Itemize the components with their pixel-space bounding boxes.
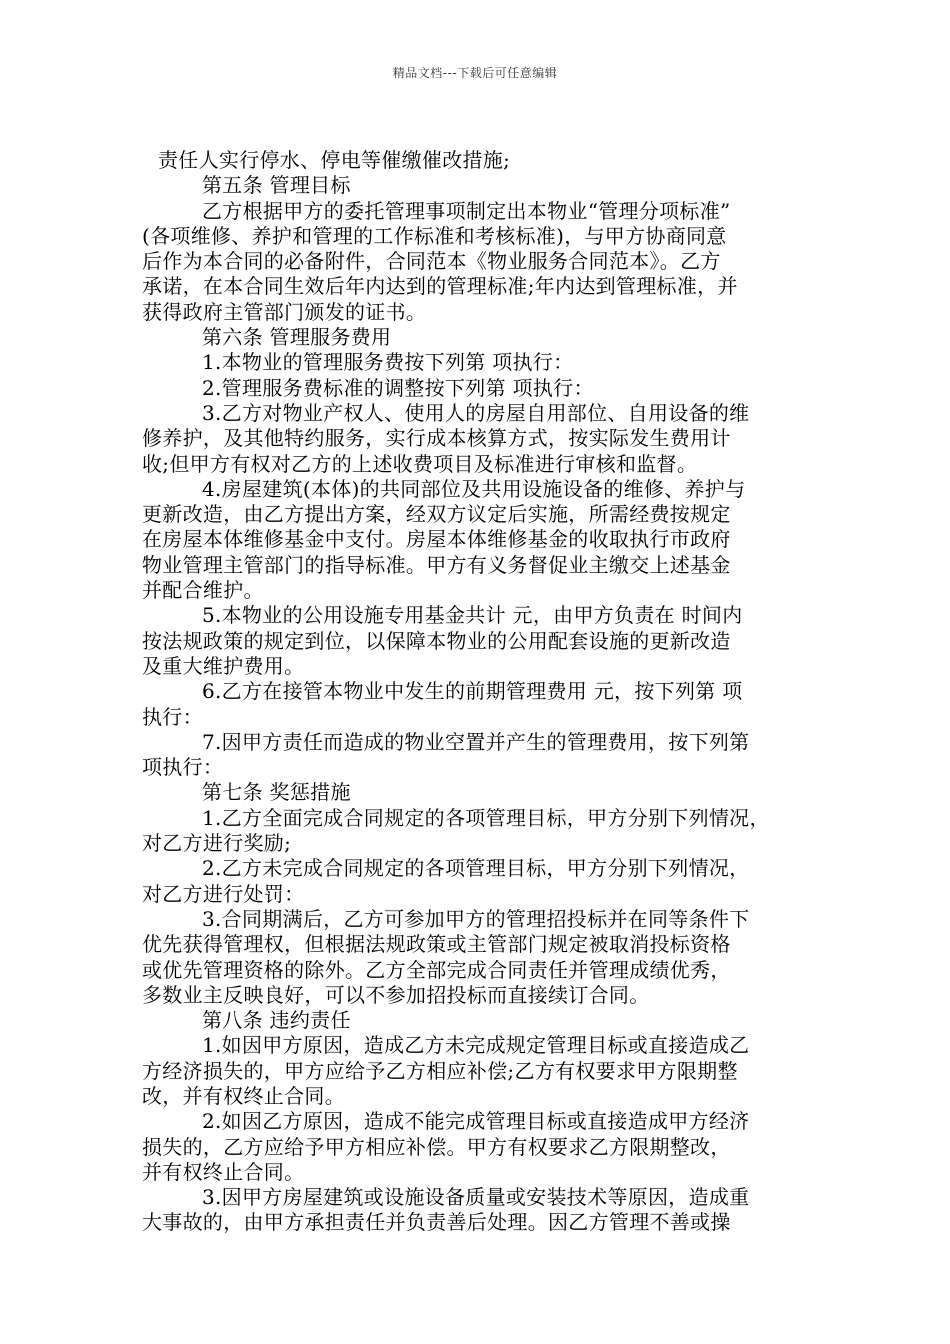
text-line: 多数业主反映良好，可以不参加招投标而直接续订合同。 [142,982,650,1007]
text-line: 3.合同期满后，乙方可参加甲方的管理招投标并在同等条件下 [202,906,750,931]
text-line: 收;但甲方有权对乙方的上述收费项目及标准进行审核和监督。 [142,451,698,476]
text-line: 3.乙方对物业产权人、使用人的房屋自用部位、自用设备的维 [202,400,750,425]
section-heading: 第八条 违约责任 [202,1008,351,1033]
text-line: 在房屋本体维修基金中支付。房屋本体维修基金的收取执行市政府 [142,527,731,552]
text-line: 物业管理主管部门的指导标准。甲方有义务督促业主缴交上述基金 [142,552,731,577]
text-line: 乙方根据甲方的委托管理事项制定出本物业“管理分项标准” [202,198,731,223]
text-line: 2.乙方未完成合同规定的各项管理目标，甲方分别下列情况， [202,856,750,881]
text-line: 1.乙方全面完成合同规定的各项管理目标，甲方分别下列情况， [202,805,770,830]
text-line: 承诺，在本合同生效后年内达到的管理标准;年内达到管理标准，并 [142,274,738,299]
text-line: 3.因甲方房屋建筑或设施设备质量或安装技术等原因，造成重 [202,1185,750,1210]
text-line: 4.房屋建筑(本体)的共同部位及共用设施设备的维修、养护与 [202,476,746,501]
text-line: 执行： [142,704,203,729]
text-line: 后作为本合同的必备附件，合同范本《物业服务合同范本》。乙方 [142,249,721,274]
text-line: 2.如因乙方原因，造成不能完成管理目标或直接造成甲方经济 [202,1109,750,1134]
text-line: 5.本物业的公用设施专用基金共计 元，由甲方负责在 时间内 [202,603,743,628]
document-body [142,148,808,1236]
text-line: 项执行： [142,755,224,780]
page-header: 精品文档---下载后可任意编辑 [392,66,558,80]
section-heading: 第五条 管理目标 [202,173,351,198]
text-line: 并有权终止合同。 [142,1159,305,1184]
text-line: 1.如因甲方原因，造成乙方未完成规定管理目标或直接造成乙 [202,1033,750,1058]
text-line: 按法规政策的规定到位，以保障本物业的公用配套设施的更新改造 [142,628,731,653]
text-line: 2.管理服务费标准的调整按下列第 项执行： [202,375,594,400]
text-line: 损失的，乙方应给予甲方相应补偿。甲方有权要求乙方限期整改， [142,1134,731,1159]
text-line: 方经济损失的，甲方应给予乙方相应补偿;乙方有权要求甲方限期整 [142,1058,738,1083]
text-line: 大事故的，由甲方承担责任并负责善后处理。因乙方管理不善或操 [142,1210,731,1235]
text-line: 6.乙方在接管本物业中发生的前期管理费用 元，按下列第 项 [202,679,743,704]
text-line: 并配合维护。 [142,578,264,603]
section-heading: 第七条 奖惩措施 [202,780,351,805]
text-line: 1.本物业的管理服务费按下列第 项执行： [202,350,574,375]
text-line: 7.因甲方责任而造成的物业空置并产生的管理费用，按下列第 [202,729,750,754]
text-line: 对乙方进行处罚： [142,881,305,906]
text-line: 对乙方进行奖励; [142,831,292,856]
section-heading: 第六条 管理服务费用 [202,325,392,350]
text-line: 或优先管理资格的除外。乙方全部完成合同责任并管理成绩优秀， [142,957,731,982]
text-line: 修养护，及其他特约服务，实行成本核算方式，按实际发生费用计 [142,426,731,451]
text-line: (各项维修、养护和管理的工作标准和考核标准)，与甲方协商同意 [142,223,727,248]
text-line: 优先获得管理权，但根据法规政策或主管部门规定被取消投标资格 [142,932,731,957]
text-line: 及重大维护费用。 [142,653,305,678]
text-line: 责任人实行停水、停电等催缴催改措施; [158,148,511,172]
text-line: 改，并有权终止合同。 [142,1083,345,1108]
text-line: 更新改造，由乙方提出方案，经双方议定后实施，所需经费按规定 [142,502,731,527]
text-line: 获得政府主管部门颁发的证书。 [142,299,427,324]
